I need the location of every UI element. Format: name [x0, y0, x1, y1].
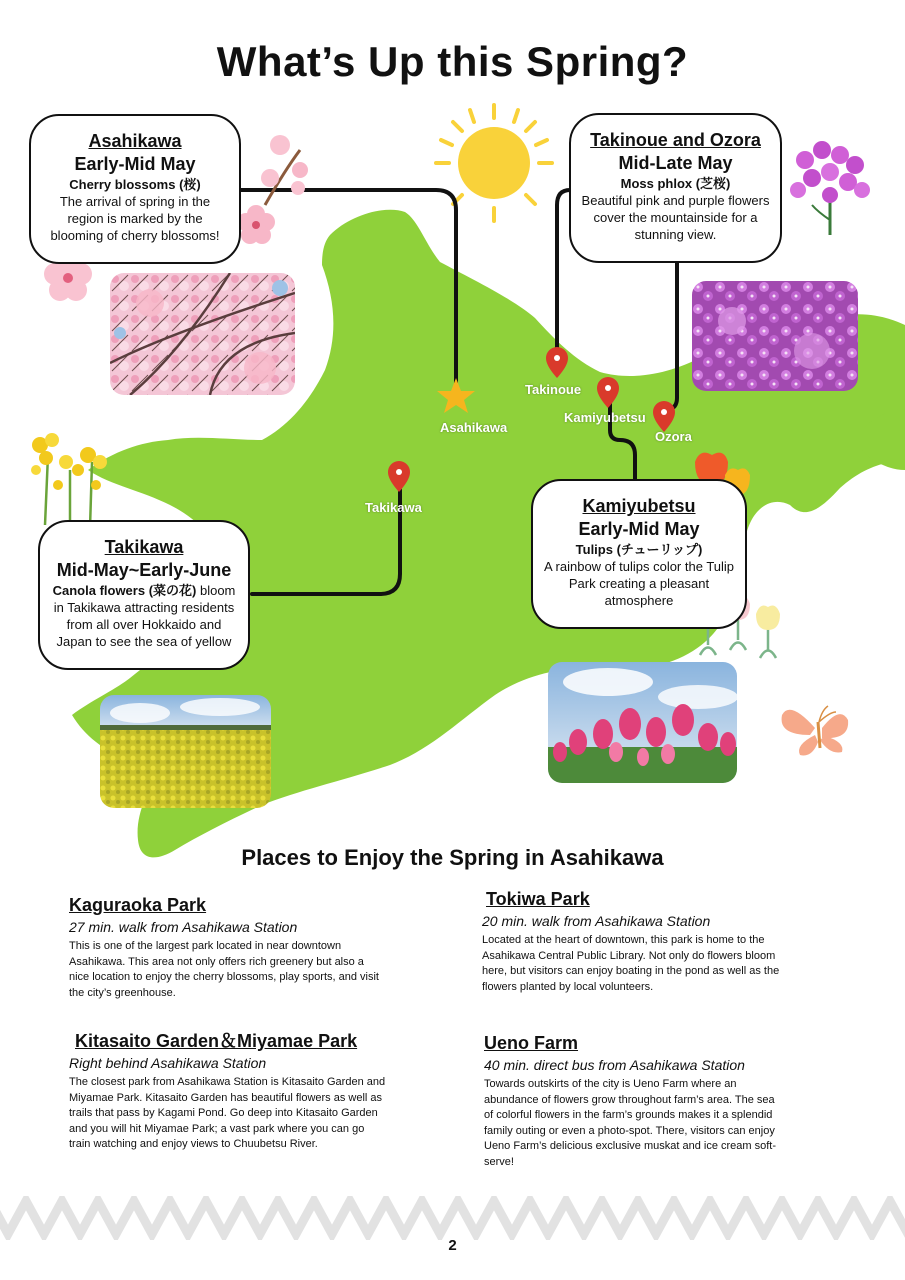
place-description: Towards outskirts of the city is Ueno Farm where an abundance of flowers grow throughout farm’s area. The sea of colorful flowers in the farm’s grounds makes it a splendid family outing or even a photo-spot. There, visitors can enjoy Ueno Farm’s delicious exclusive muskat and ice cream soft-serve!	[484, 1078, 777, 1168]
canola-field-photo	[100, 695, 271, 808]
callout-takikawa	[38, 520, 250, 670]
place-description: This is one of the largest park located in near downtown Asahikawa. This area not only offers rich greenery but also a nice location to enjoy the cherry blossoms, play sports, and visit the city’s greenhouse.	[69, 940, 379, 999]
callout-time: Early-Mid May	[578, 519, 700, 539]
canola-flower-icon	[31, 433, 107, 530]
page-title: What’s Up this Spring?	[216, 38, 689, 85]
map-label-ozora: Ozora	[655, 429, 692, 444]
place-description: The closest park from Asahikawa Station is Kitasaito Garden and Miyamae Park. Kitasaito Garden has beautiful flowers as well as trails that pass by Kagami Pond. Go deep into Kitasaito Garden and you will hit Miyamae Park; a vast park where you can go train watching and enjoy views to Chuubetsu River.	[69, 1076, 386, 1150]
place-name: Kaguraoka Park	[69, 895, 207, 915]
place-tokiwa	[482, 888, 782, 995]
callout-description	[50, 582, 238, 650]
callout-place: Takikawa	[104, 537, 184, 557]
callout-asahikawa	[29, 114, 241, 264]
callout-description: A rainbow of tulips color the Tulip Park creating a pleasant atmosphere	[543, 559, 735, 608]
place-name: Kitasaito Garden＆Miyamae Park	[75, 1031, 358, 1051]
cherry-blossom-photo	[110, 273, 295, 395]
callout-time: Early-Mid May	[74, 154, 196, 174]
callout-flower: Tulips (チューリップ)	[575, 542, 703, 557]
place-access: 27 min. walk from Asahikawa Station	[69, 919, 298, 935]
place-access: 20 min. walk from Asahikawa Station	[482, 913, 711, 929]
callout-takinoue-ozora	[569, 113, 782, 263]
place-description: Located at the heart of downtown, this park is home to the Asahikawa Central Public Library. Not only do flowers bloom here, but visitors can enjoy boating in the pond as well as the flowers planted by local volunteers.	[482, 934, 780, 993]
place-kaguraoka	[69, 894, 379, 1001]
callout-description: The arrival of spring in the region is marked by the blooming of cherry blossoms!	[50, 194, 220, 243]
map-label-takinoue: Takinoue	[525, 382, 582, 397]
page-number: 2	[448, 1237, 457, 1254]
callout-place: Takinoue and Ozora	[590, 130, 761, 150]
callout-description: Beautiful pink and purple flowers cover the mountainside for a stunning view.	[581, 193, 770, 242]
place-name: Ueno Farm	[484, 1033, 579, 1053]
place-name: Tokiwa Park	[486, 889, 590, 909]
map-label-kamiyubetsu: Kamiyubetsu	[564, 410, 646, 425]
callout-place: Asahikawa	[88, 131, 182, 151]
callout-desc-text: bloom in Takikawa attracting residents from all over Hokkaido and Japan to see the sea of yellow	[53, 583, 236, 649]
callout-flower: Canola flowers (菜の花)	[52, 583, 197, 598]
section-title: Places to Enjoy the Spring in Asahikawa	[241, 845, 664, 870]
callout-kamiyubetsu	[531, 479, 747, 629]
phlox-flower-icon	[790, 141, 870, 235]
place-access: Right behind Asahikawa Station	[69, 1055, 267, 1071]
place-access: 40 min. direct bus from Asahikawa Station	[484, 1057, 745, 1073]
place-kitasaito	[69, 1030, 387, 1153]
zigzag-footer-border	[0, 1196, 905, 1240]
place-ueno	[484, 1032, 784, 1170]
callout-time: Mid-May~Early-June	[56, 560, 232, 580]
map-label-asahikawa: Asahikawa	[440, 420, 508, 435]
butterfly-icon	[782, 706, 849, 755]
callout-flower: Cherry blossoms (桜)	[69, 177, 201, 192]
callout-time: Mid-Late May	[618, 153, 733, 173]
tulip-field-photo	[548, 662, 737, 783]
callout-place: Kamiyubetsu	[582, 496, 696, 516]
map-label-takikawa: Takikawa	[365, 500, 422, 515]
callout-flower: Moss phlox (芝桜)	[620, 176, 731, 191]
moss-phlox-photo	[692, 281, 858, 391]
